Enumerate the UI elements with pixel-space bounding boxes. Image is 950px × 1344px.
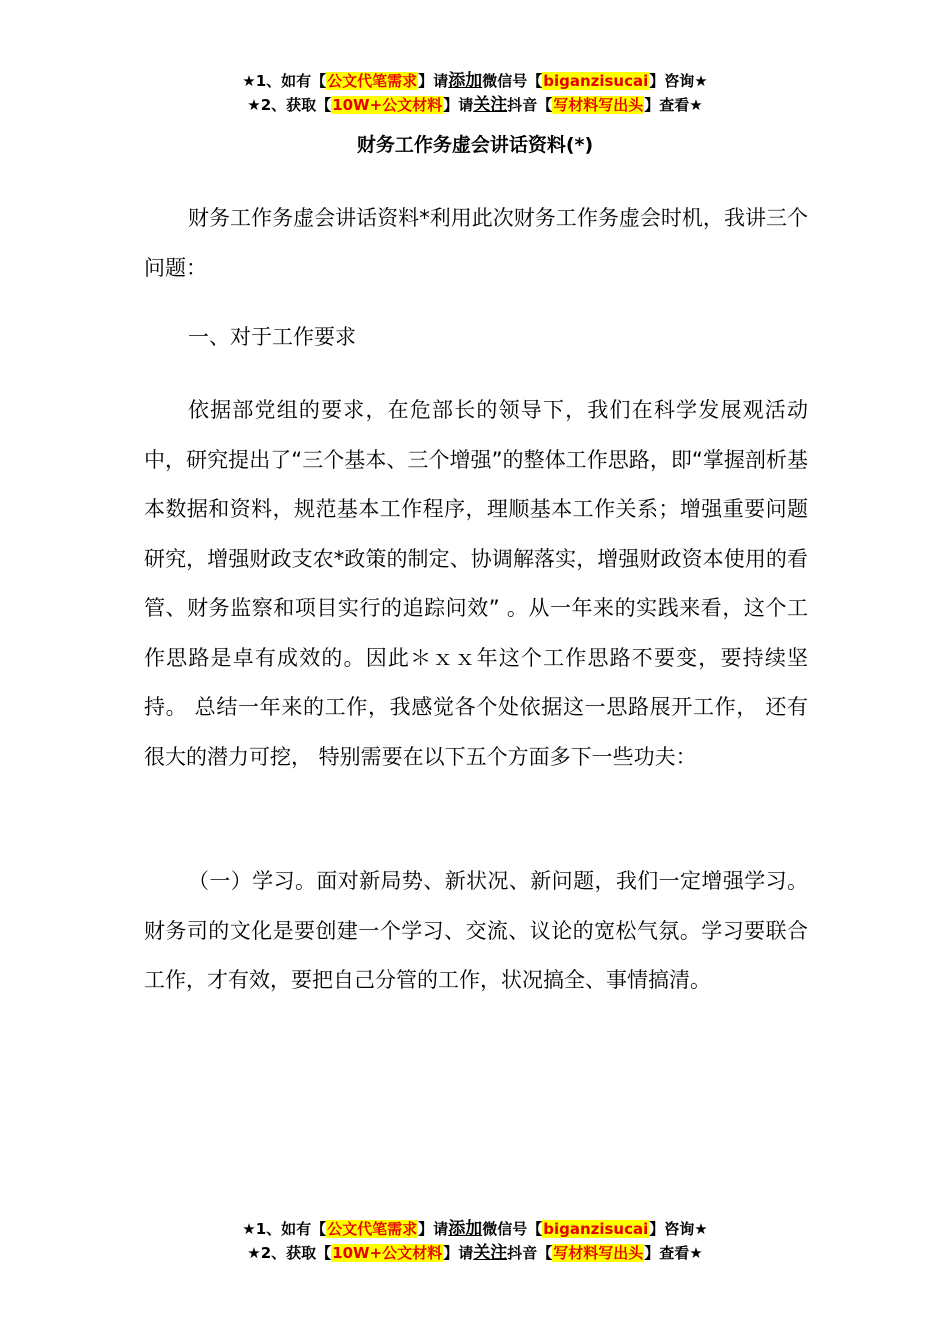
- promo-text: 微信号【: [482, 1220, 543, 1238]
- promo-text: 】咨询★: [649, 72, 708, 90]
- emphasis-word: 关注: [473, 1243, 508, 1263]
- highlight-douyin-account: 写材料写出头: [553, 96, 644, 114]
- emphasis-word: 关注: [473, 95, 508, 115]
- highlight-wechat-id: biganzisucai: [543, 72, 649, 90]
- promo-text: 】请: [418, 72, 449, 90]
- promo-text: ★2、获取【: [247, 1244, 332, 1262]
- highlight-service: 公文代笔需求: [327, 72, 418, 90]
- highlight-materials: 10W+公文材料: [332, 96, 443, 114]
- document-title: 财务工作务虚会讲话资料(*): [356, 134, 594, 156]
- promo-text: 】请: [443, 1244, 474, 1262]
- emphasis-word: 添加: [448, 1219, 483, 1239]
- paragraph-study: （一）学习。面对新局势、新状况、新问题，我们一定增强学习。财务司的文化是要创建一个学习、交流、议论的宽松气氛。学习要联合工作，才有效，要把自己分管的工作，状况搞全、事情搞清。: [144, 869, 808, 992]
- section-heading: 一、对于工作要求: [188, 325, 356, 349]
- promo-text: 微信号【: [482, 72, 543, 90]
- promo-text: 】请: [443, 96, 474, 114]
- promo-line-2: [0, 93, 950, 117]
- promo-line-2: [0, 1241, 950, 1265]
- highlight-wechat-id: biganzisucai: [543, 1220, 649, 1238]
- promo-text: 】咨询★: [649, 1220, 708, 1238]
- promo-text: 】查看★: [644, 1244, 703, 1262]
- emphasis-word: 添加: [448, 71, 483, 91]
- highlight-service: 公文代笔需求: [327, 1220, 418, 1238]
- header-promo-banner: [0, 69, 950, 117]
- promo-text: 】请: [418, 1220, 449, 1238]
- paragraph-intro: 财务工作务虚会讲话资料*利用此次财务工作务虚会时机，我讲三个问题：: [144, 206, 808, 280]
- paragraph-work-requirements: 依据部党组的要求，在危部长的领导下，我们在科学发展观活动中，研究提出了“三个基本、三个增强”的整体工作思路，即“掌握剖析基本数据和资料，规范基本工作程序，理顺基本工作关系；增强重要问题研究，增强财政支农*政策的制定、协调解落实，增强财政资本使用的看管、财务监察和项目实行的追踪问效” 。从一年来的实践来看，这个工作思路是卓有成效的。因此＊ｘｘ年这个工作思路不要变，要持续坚持。 总结一年来的工作，我感觉各个处依据这一思路展开工作， 还有很大的潜力可挖， 特别需要在以下五个方面多下一些功夫：: [144, 398, 808, 769]
- promo-text: ★1、如有【: [242, 72, 327, 90]
- promo-line-1: [0, 1217, 950, 1241]
- promo-text: 抖音【: [507, 1244, 553, 1262]
- promo-text: ★1、如有【: [242, 1220, 327, 1238]
- highlight-douyin-account: 写材料写出头: [553, 1244, 644, 1262]
- highlight-materials: 10W+公文材料: [332, 1244, 443, 1262]
- promo-line-1: [0, 69, 950, 93]
- promo-text: 】查看★: [644, 96, 703, 114]
- promo-text: ★2、获取【: [247, 96, 332, 114]
- promo-text: 抖音【: [507, 96, 553, 114]
- footer-promo-banner: [0, 1217, 950, 1265]
